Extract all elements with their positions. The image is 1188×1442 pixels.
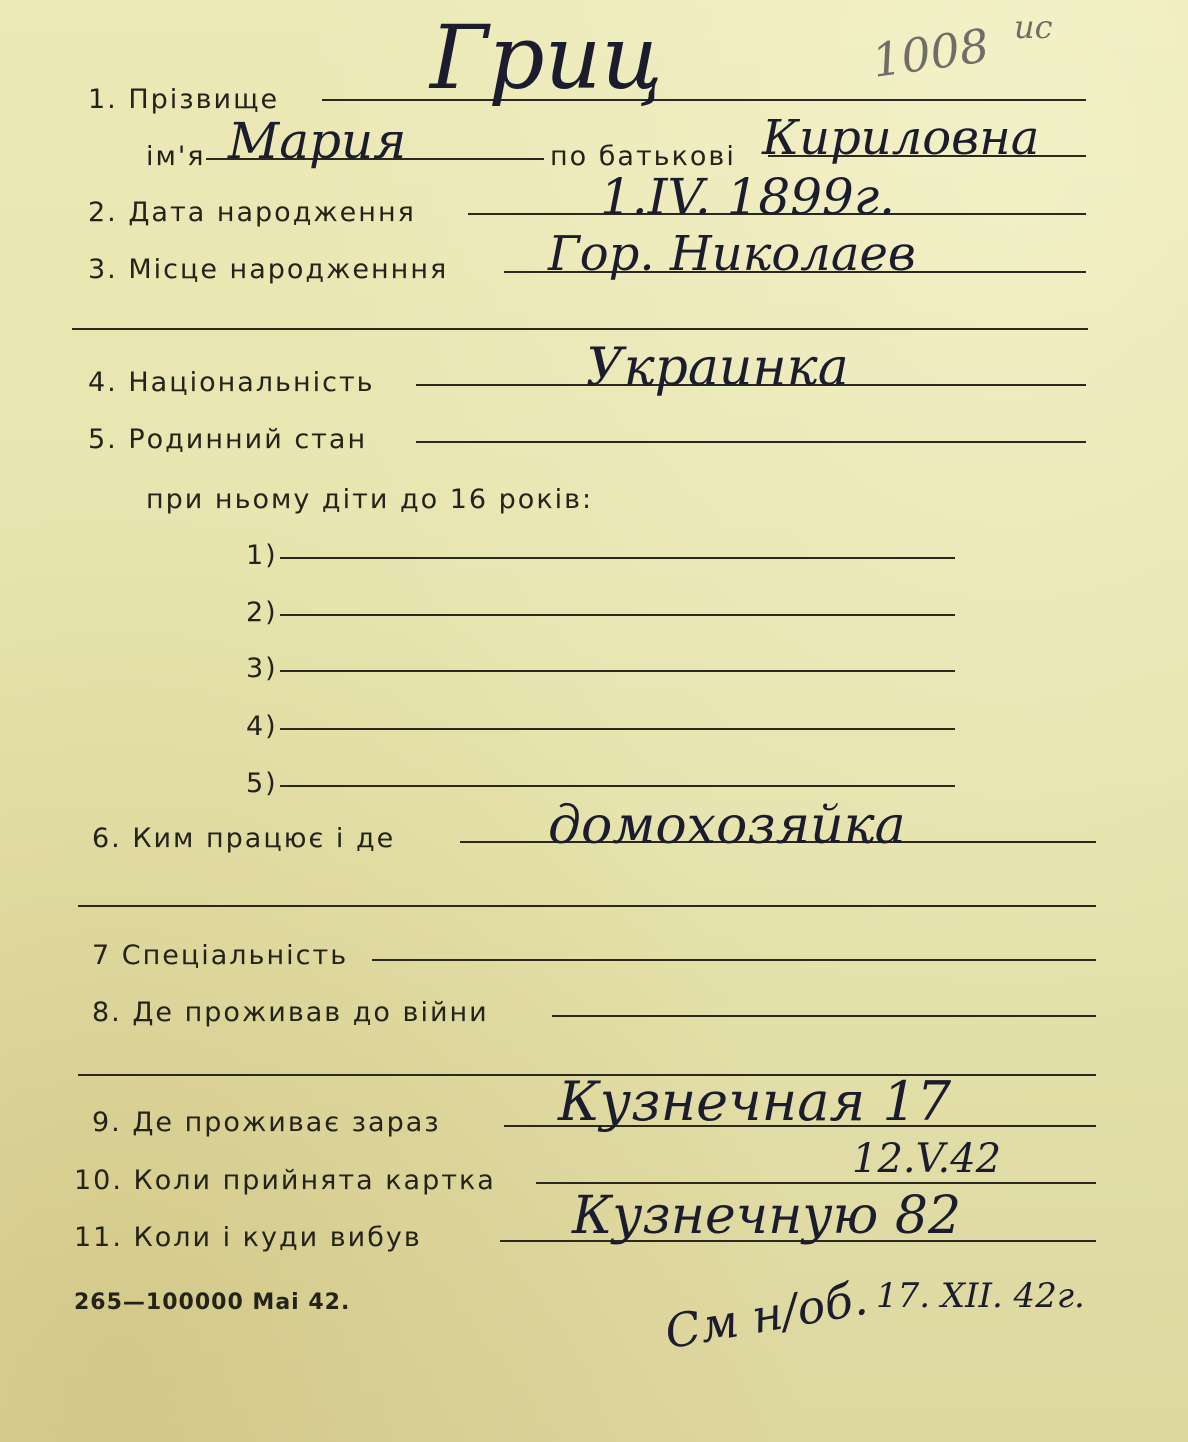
child-2-line (280, 614, 955, 616)
family-label: 5. Родинний стан (88, 424, 368, 455)
surname-label: 1. Прізвище (88, 84, 280, 115)
family-line (416, 441, 1086, 443)
children-label: при ньому діти до 16 років: (146, 484, 594, 515)
birth-place-label: 3. Місце народженння (88, 254, 449, 285)
departed-value: Кузнечную 82 (572, 1186, 962, 1246)
child-3-label: 3) (246, 653, 278, 684)
child-3-line (280, 670, 955, 672)
name-value: Мария (228, 112, 407, 170)
child-1-label: 1) (246, 540, 278, 571)
birth-place-value: Гор. Николаев (548, 226, 916, 282)
patronymic-value: Кириловна (762, 110, 1040, 166)
current-value: Кузнечная 17 (558, 1070, 952, 1133)
accepted-value: 12.V.42 (852, 1136, 1002, 1182)
work-value: домохозяйка (548, 796, 906, 856)
work-extra-line (78, 905, 1096, 907)
nationality-value: Украинка (586, 338, 849, 398)
child-1-line (280, 557, 955, 559)
current-label: 9. Де проживає зараз (92, 1107, 441, 1138)
nationality-label: 4. Національність (88, 367, 375, 398)
record-suffix: ис (1014, 8, 1053, 46)
departed-note: См н/об. (660, 1270, 872, 1360)
work-label: 6. Ким працює і де (92, 823, 396, 854)
prewar-line (552, 1015, 1096, 1017)
birth-date-label: 2. Дата народження (88, 197, 416, 228)
name-label: ім'я (146, 141, 206, 172)
departed-label: 11. Коли і куди вибув (74, 1222, 422, 1253)
surname-value: Гриц (430, 6, 663, 109)
record-number: 1008 (868, 18, 993, 88)
speciality-line (372, 959, 1096, 961)
departed-date: 17. XII. 42г. (876, 1276, 1085, 1316)
print-code: 265—100000 Mai 42. (74, 1290, 351, 1315)
patronymic-label: по батькові (550, 141, 736, 172)
prewar-label: 8. Де проживав до війни (92, 997, 489, 1028)
child-4-label: 4) (246, 711, 278, 742)
accepted-label: 10. Коли прийнята картка (74, 1165, 496, 1196)
child-5-line (280, 785, 955, 787)
accepted-line (536, 1182, 1096, 1184)
birth-date-value: 1.IV. 1899г. (600, 168, 896, 226)
birth-place-extra-line (72, 328, 1088, 330)
child-2-label: 2) (246, 597, 278, 628)
speciality-label: 7 Спеціальність (92, 940, 349, 971)
child-5-label: 5) (246, 768, 278, 799)
child-4-line (280, 728, 955, 730)
